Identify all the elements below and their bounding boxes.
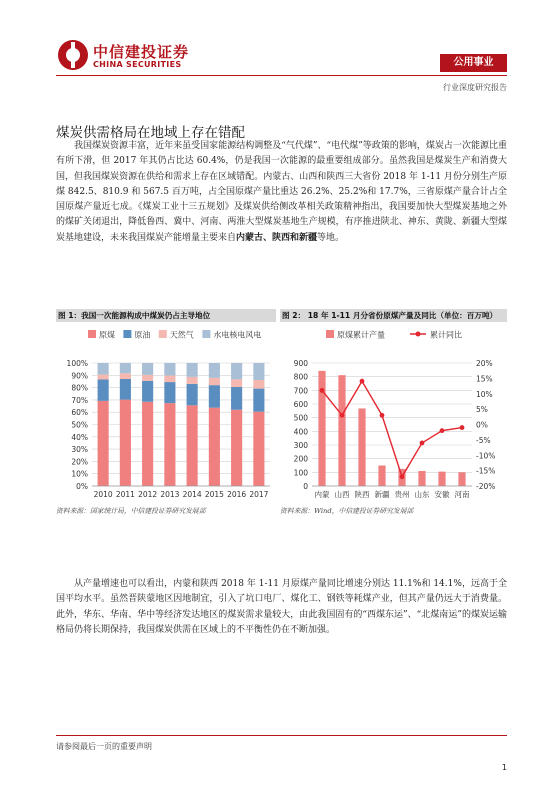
header-divider: [56, 75, 507, 76]
bar: [418, 471, 425, 486]
bar-segment: [253, 412, 264, 486]
paragraph-tail: 等地。: [317, 232, 345, 243]
legend-label: 累计同比: [430, 330, 462, 340]
y-tick-label: 100%: [66, 359, 88, 368]
footer-divider: [56, 735, 507, 736]
bar-segment: [120, 400, 131, 486]
section-title: 煤炭供需格局在地域上存在错配: [56, 125, 245, 141]
y-tick-label: 40%: [71, 432, 88, 442]
chart-1: [56, 323, 276, 503]
bar-segment: [120, 363, 131, 373]
footer-disclaimer-note: 请参阅最后一页的重要声明: [56, 742, 152, 751]
page-number: 1: [501, 763, 507, 772]
line-point: [320, 388, 325, 393]
legend-swatch: [159, 330, 167, 338]
x-tick-label: 陕西: [354, 490, 370, 499]
bar-segment: [187, 363, 198, 377]
x-tick-label: 2012: [138, 490, 158, 499]
bar: [338, 375, 345, 486]
x-tick-label: 2011: [115, 490, 135, 499]
x-tick-label: 2010: [93, 490, 113, 499]
logo-emblem-icon: [58, 40, 88, 70]
bar-segment: [231, 387, 242, 410]
bar: [378, 466, 385, 487]
bar: [438, 472, 445, 486]
y-left-tick-label: 400: [293, 427, 308, 437]
y-tick-label: 50%: [71, 420, 88, 430]
line-point: [460, 425, 465, 430]
bar-segment: [142, 381, 153, 402]
bar: [358, 408, 365, 486]
x-tick-label: 山西: [334, 490, 350, 499]
bar-segment: [142, 363, 153, 375]
legend-label: 原煤累计产量: [337, 330, 385, 340]
line-point: [440, 428, 445, 433]
bar-segment: [98, 363, 109, 375]
y-left-tick-label: 500: [293, 413, 308, 423]
x-tick-label: 贵州: [394, 490, 410, 499]
figure-2-source: 资料来源：Wind，中信建投证券研究发展部: [280, 507, 414, 515]
line-point: [420, 441, 425, 446]
chart-2: [280, 323, 507, 503]
bar-segment: [164, 363, 175, 376]
x-tick-label: 安徽: [434, 490, 450, 499]
bar-segment: [231, 379, 242, 387]
y-right-tick-label: -5%: [476, 435, 491, 445]
y-tick-label: 30%: [71, 445, 88, 455]
company-logo: [58, 40, 218, 74]
paragraph-text: 我国煤炭资源丰富，近年来虽受国家能源结构调整及“气代煤”、“电代煤”等政策的影响，煤炭占一次能源比重有所下滑，但 2017 年其仍占比达 60.4%，仍是我国一次能源的最重要组成部分。虽然我国是煤炭生产和消费大国，但我国煤炭资源在供给和需求上存在区域错配。内蒙古、山西和陕西三大省份 2018 年 1-11 月份分别生产原煤 842.5、810.9 和 567.5 百万吨，占全国原煤产量比重达 26.2%、25.2%和 17.7%，三省原煤产量合计占全国原煤产量近七成。《煤炭工业十三五规划》及煤炭供给侧改革相关政策精神指出，我国要加快大型煤炭基地之外的煤矿关闭退出，降低鲁西、冀中、河南、两淮大型煤炭基地生产规模，有序推进陕北、神东、黄陇、新疆大型煤炭基地建设，未来我国煤炭产能增量主要来自: [56, 141, 507, 243]
legend-label: 原油: [134, 330, 151, 340]
legend-label: 水电核电风电: [213, 330, 262, 340]
bar-segment: [209, 385, 220, 408]
x-tick-label: 2014: [182, 490, 202, 499]
line-point: [380, 413, 385, 418]
y-tick-label: 90%: [71, 371, 88, 381]
y-left-tick-label: 700: [293, 386, 308, 396]
bar-segment: [209, 363, 220, 378]
bar-segment: [209, 378, 220, 385]
bar-segment: [253, 380, 264, 389]
legend-swatch: [88, 330, 96, 338]
bar-segment: [142, 402, 153, 486]
figure-2-caption: 图 2： 18 年 1-11 月分省份原煤产量及同比（单位：百万吨）: [280, 309, 507, 322]
legend-swatch: [326, 330, 334, 338]
report-type: 行业深度研究报告: [443, 83, 507, 92]
sector-label: 公用事业: [440, 54, 507, 72]
bar-segment: [120, 373, 131, 379]
logo-english-name: CHINA SECURITIES: [93, 60, 182, 69]
y-left-tick-label: 900: [293, 359, 308, 368]
x-tick-label: 2013: [160, 490, 180, 499]
legend-marker: [416, 332, 421, 337]
logo-chinese-name: 中信建投证券: [93, 43, 190, 61]
bar-segment: [120, 379, 131, 400]
x-tick-label: 内蒙: [314, 490, 330, 499]
y-left-tick-label: 800: [293, 372, 308, 382]
figure-1-source: 资料来源：国家统计局，中信建投证券研究发展部: [56, 507, 206, 515]
legend-label: 原煤: [99, 330, 115, 340]
bar-segment: [164, 376, 175, 383]
bar-segment: [164, 403, 175, 486]
x-tick-label: 山东: [414, 490, 430, 499]
y-right-tick-label: 10%: [476, 389, 493, 399]
y-right-tick-label: -15%: [476, 466, 496, 476]
bar-segment: [253, 363, 264, 380]
x-tick-label: 2016: [227, 490, 247, 499]
bar-segment: [98, 401, 109, 486]
bar-segment: [231, 363, 242, 379]
y-right-tick-label: -20%: [476, 482, 496, 491]
line-point: [340, 413, 345, 418]
y-right-tick-label: 5%: [476, 405, 488, 415]
bar-segment: [164, 382, 175, 403]
bar-segment: [253, 389, 264, 412]
legend-swatch: [202, 330, 210, 338]
y-left-tick-label: 0: [303, 482, 308, 491]
y-left-tick-label: 200: [293, 454, 308, 464]
figure-1-caption: 图 1：我国一次能源构成中煤炭仍占主导地位: [56, 309, 276, 322]
bar-segment: [231, 410, 242, 486]
y-tick-label: 80%: [71, 383, 88, 393]
paragraph-bold-text: 内蒙古、陕西和新疆: [236, 232, 318, 243]
bar-segment: [187, 377, 198, 384]
bar-segment: [187, 384, 198, 405]
bar-segment: [98, 379, 109, 400]
bar-segment: [209, 408, 220, 486]
y-left-tick-label: 100: [293, 468, 308, 478]
y-right-tick-label: 15%: [476, 374, 493, 384]
line-point: [360, 379, 365, 384]
y-tick-label: 20%: [71, 457, 88, 467]
x-tick-label: 2017: [249, 490, 269, 499]
y-right-tick-label: 0%: [476, 420, 488, 430]
x-tick-label: 新疆: [374, 490, 390, 499]
line-point: [400, 474, 405, 479]
bar-segment: [142, 375, 153, 381]
x-tick-label: 2015: [204, 490, 224, 499]
body-paragraph-2: 从产量增速也可以看出，内蒙和陕西 2018 年 1-11 月原煤产量同比增速分别达 11.1%和 14.1%，远高于全国平均水平。虽然晋陕蒙地区因地制宜，引入了坑口电厂、煤化工、钢铁等耗煤产业，但其产量仍远大于消费量。此外，华东、华南、华中等经济发达地区的煤炭需求量较大，由此我国固有的“西煤东运”、“北煤南运”的煤炭运输格局仍将长期保持，我国煤炭供需在区域上的不平衡性仍在不断加强。: [56, 579, 507, 635]
y-left-tick-label: 300: [293, 441, 308, 450]
y-right-tick-label: 20%: [476, 359, 493, 368]
bar-segment: [98, 375, 109, 380]
bar-segment: [187, 405, 198, 486]
y-left-tick-label: 600: [293, 400, 308, 409]
y-tick-label: 60%: [71, 408, 88, 418]
y-tick-label: 10%: [71, 469, 88, 479]
legend-swatch: [123, 330, 131, 338]
y-tick-label: 70%: [71, 395, 88, 405]
legend-label: 天然气: [169, 330, 194, 340]
y-tick-label: 0%: [76, 482, 88, 491]
x-tick-label: 河南: [454, 490, 470, 499]
y-right-tick-label: -10%: [476, 451, 496, 461]
body-paragraph-1: [56, 139, 507, 246]
bar: [458, 472, 465, 486]
